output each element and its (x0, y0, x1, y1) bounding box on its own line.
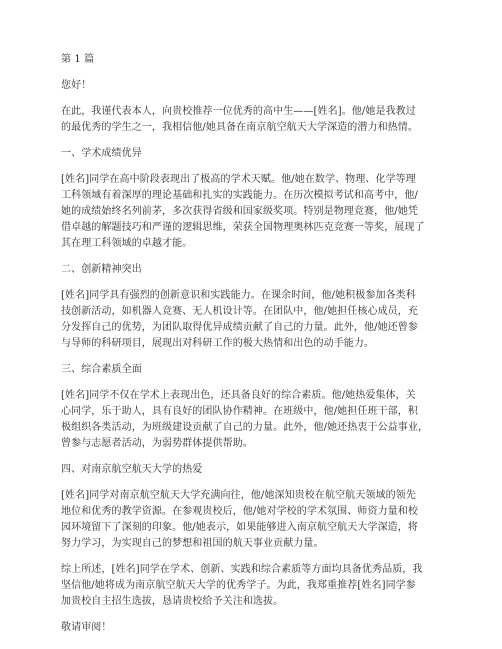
paragraph-line: 借卓越的解题技巧和严谨的逻辑思维，荣获全国物理奥林匹克竞赛一等奖，展现了 (61, 222, 425, 233)
paragraph-line: [姓名]同学在高中阶段表现出了极高的学术天赋。他/她在数学、物理、化学等理 (61, 174, 416, 185)
closing-line: 敬请审阅！ (61, 622, 112, 633)
intro-paragraph (61, 104, 444, 136)
section-title-innovation: 二、创新精神突出 (61, 264, 142, 275)
paragraph-line: 曾参与志愿者活动，为弱势群体提供帮助。 (61, 438, 253, 449)
section-title-affinity: 四、对南京航空航天大学的热爱 (61, 464, 203, 475)
section-body-affinity (61, 488, 444, 552)
paragraph-line: 其在理工科领域的卓越才能。 (61, 238, 193, 249)
paragraph-line: 心同学，乐于助人，具有良好的团队协作精神。在班级中，他/她担任班干部，积 (61, 406, 418, 417)
paragraph-line: [姓名]同学不仅在学术上表现出色，还具备良好的综合素质。他/她热爱集体，关 (61, 390, 416, 401)
section-body-academic (61, 172, 444, 252)
greeting: 您好！ (61, 80, 92, 91)
paragraph-line: 技创新活动，如机器人竞赛、无人机设计等。在团队中，他/她担任核心成员，充 (61, 306, 418, 317)
paragraph-line: 与导师的科研项目，展现出对科研工作的极大热情和出色的动手能力。 (61, 338, 375, 349)
paragraph-line: 加贵校自主招生选拔，恳请贵校给予关注和选拔。 (61, 596, 284, 607)
paragraph-line: 园环境留下了深刻的印象。他/她表示，如果能够进入南京航空航天大学深造，将 (61, 522, 418, 533)
paragraph-line: 的最优秀的学生之一，我相信他/她具备在南京航空航天大学深造的潜力和热情。 (61, 122, 418, 133)
paragraph-line: 极组织各类活动，为班级建设贡献了自己的力量。此外，他/她还热衷于公益事业， (61, 422, 429, 433)
paragraph-line: 综上所述，[姓名]同学在学术、创新、实践和综合素质等方面均具备优秀品质，我 (61, 564, 423, 575)
paragraph-line: 工科领域有着深厚的理论基础和扎实的实践能力。在历次模拟考试和高考中，他/ (61, 190, 418, 201)
paragraph-line: 分发挥自己的优势，为团队取得优异成绩贡献了自己的力量。此外，他/她还曾参 (61, 322, 418, 333)
paragraph-line: 坚信他/她将成为南京航空航天大学的优秀学子。为此，我郑重推荐[姓名]同学参 (61, 580, 416, 591)
paragraph-line: 努力学习，为实现自己的梦想和祖国的航天事业贡献力量。 (61, 538, 324, 549)
paragraph-line: 在此，我谨代表本人，向贵校推荐一位优秀的高中生——[姓名]。他/她是我教过 (61, 106, 416, 117)
conclusion-paragraph (61, 562, 444, 610)
section-title-quality: 三、综合素质全面 (61, 364, 142, 375)
paragraph-line: [姓名]同学具有强烈的创新意识和实践能力。在课余时间，他/她积极参加各类科 (61, 290, 416, 301)
paragraph-line: 她的成绩始终名列前茅，多次获得省级和国家级奖项。特别是物理竞赛，他/她凭 (61, 206, 418, 217)
section-body-innovation (61, 288, 444, 352)
document-heading: 第 1 篇 (61, 54, 95, 65)
paragraph-line: 地位和优秀的教学资源。在参观贵校后，他/她对学校的学术氛围、师资力量和校 (61, 506, 418, 517)
paragraph-line: [姓名]同学对南京航空航天大学充满向往，他/她深知贵校在航空航天领域的领先 (61, 490, 416, 501)
section-body-quality (61, 388, 444, 452)
section-title-academic: 一、学术成绩优异 (61, 148, 142, 159)
